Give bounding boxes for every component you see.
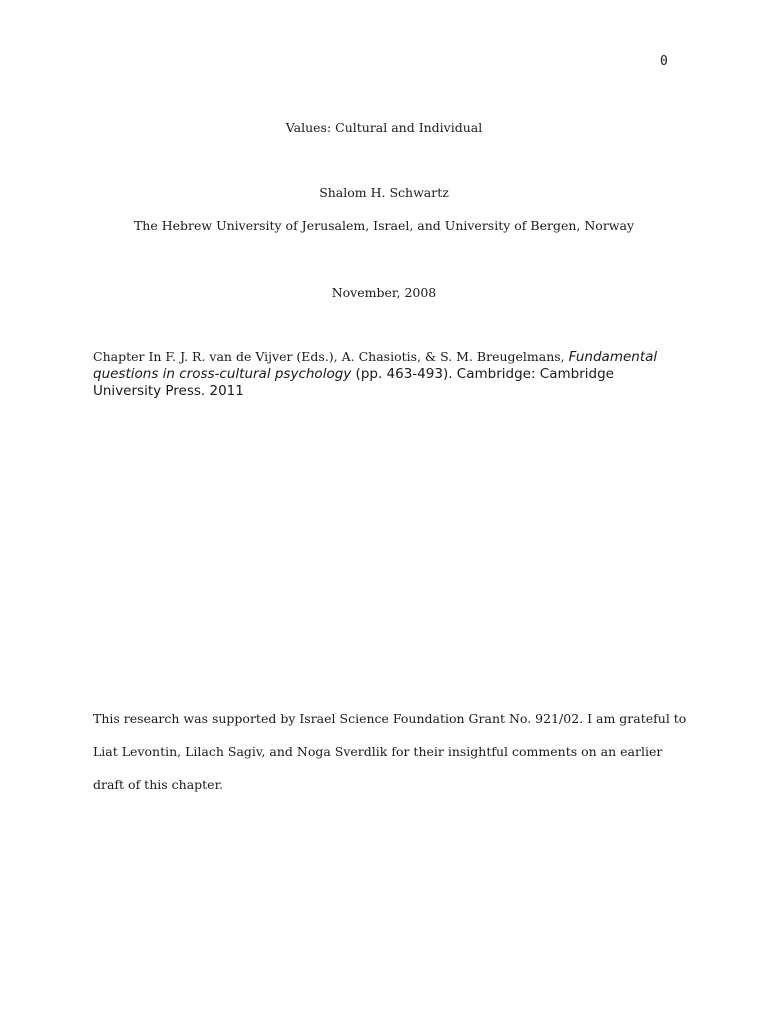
citation-book-title: Fundamental questions in cross-cultural psychology	[93, 349, 658, 382]
author-name: Shalom H. Schwartz	[319, 185, 449, 200]
document-title: Values: Cultural and Individual	[285, 120, 483, 135]
document-date: November, 2008	[331, 285, 437, 300]
chapter-citation	[93, 348, 683, 400]
acknowledgment-paragraph	[93, 710, 687, 809]
acknowledgment-line: draft of this chapter.	[93, 777, 224, 792]
author-affiliation: The Hebrew University of Jerusalem, Israel, and University of Bergen, Norway	[133, 218, 635, 233]
citation-suffix: (pp. 463-493). Cambridge: Cambridge University Press. 2011	[93, 366, 614, 399]
acknowledgment-line: Liat Levontin, Lilach Sagiv, and Noga Sverdlik for their insightful comments on an earlier	[93, 744, 663, 759]
acknowledgment-line: This research was supported by Israel Science Foundation Grant No. 921/02. I am grateful to	[93, 711, 687, 726]
page-number: 0	[660, 54, 668, 69]
citation-prefix: Chapter In F. J. R. van de Vijver (Eds.), A. Chasiotis, & S. M. Breugelmans,	[93, 349, 569, 364]
